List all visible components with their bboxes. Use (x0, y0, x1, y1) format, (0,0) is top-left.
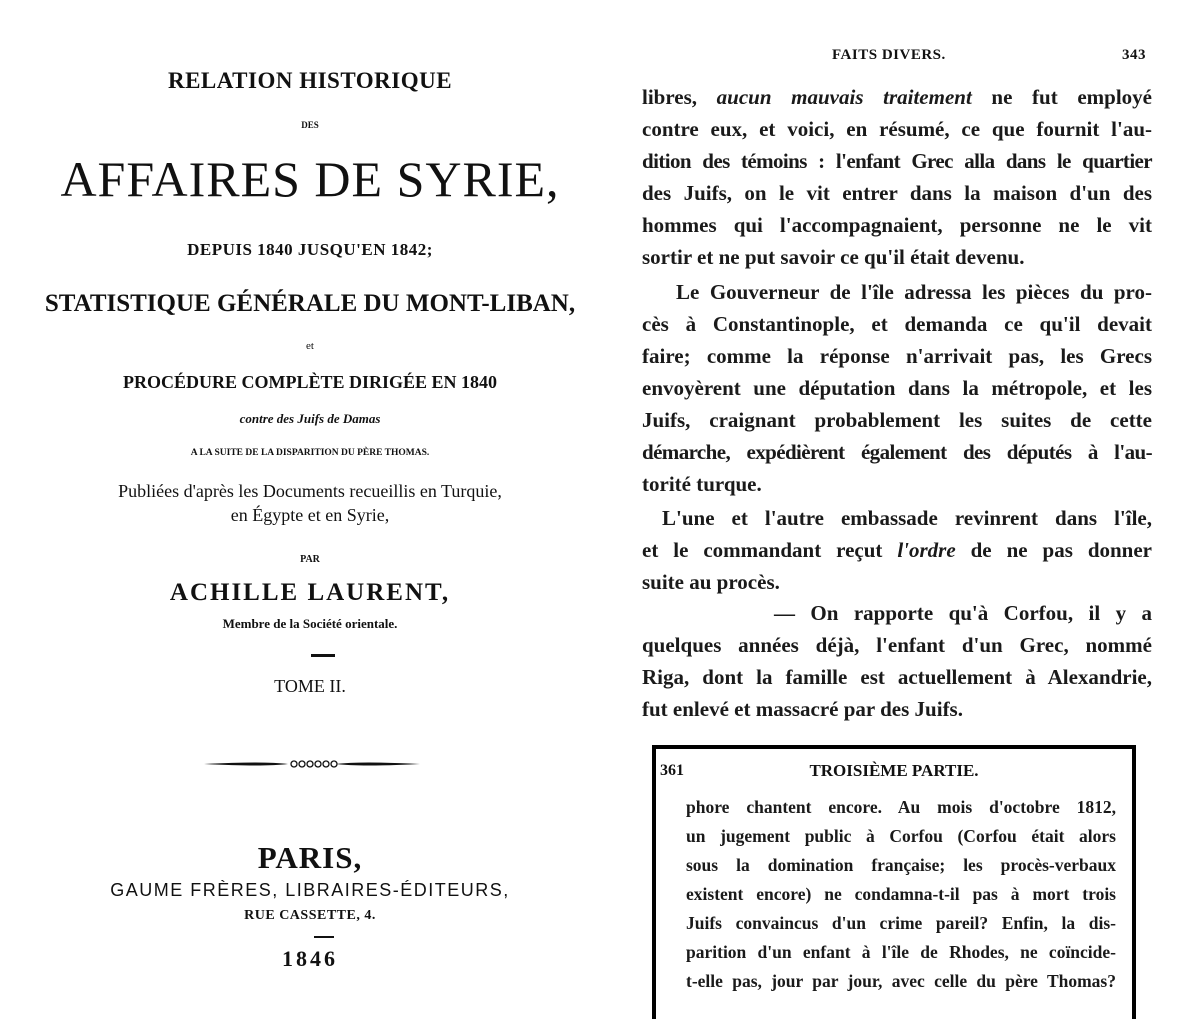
text-line: Riga, dont la famille est actuellement à Alexandrie, (642, 665, 1152, 689)
text-line: suite au procès. (642, 570, 780, 594)
text-line: Le Gouverneur de l'île adressa les pièces du pro- (676, 280, 1152, 304)
page-header-number: 343 (1122, 47, 1146, 63)
published-line-1: Publiées d'après les Documents recueillis en Turquie, (118, 481, 502, 501)
inset-line: phore chantent encore. Au mois d'octobre 1812, (686, 797, 1116, 817)
title-des: DES (301, 120, 319, 130)
main-title: AFFAIRES DE SYRIE, (60, 151, 560, 207)
text-line: dition des témoins : l'enfant Grec alla dans le quartier (642, 149, 1152, 173)
inset-excerpt (652, 745, 1136, 1019)
inset-line: t-elle pas, jour par jour, avec celle du père Thomas? (686, 971, 1116, 991)
author-name: ACHILLE LAURENT, (169, 579, 451, 606)
text-line: sortir et ne put savoir ce qu'il était devenu. (642, 245, 1025, 269)
text-line: — On rapporte qu'à Corfou, il y a (774, 601, 1152, 625)
title-par: PAR (300, 554, 320, 565)
title-divider-2 (314, 936, 334, 938)
publisher-address: RUE CASSETTE, 4. (244, 908, 376, 923)
inset-line: sous la domination française; les procès-verbaux (686, 855, 1116, 875)
text-line: et le commandant reçut l'ordre de ne pas donner (642, 538, 1152, 562)
tome-label: TOME II. (274, 676, 346, 696)
published-line-2: en Égypte et en Syrie, (230, 505, 390, 525)
text-line: contre eux, et voici, en résumé, ce que fournit l'au- (642, 117, 1152, 141)
text-line: L'une et l'autre embassade revinrent dans l'île, (662, 506, 1152, 530)
text-line: faire; comme la réponse n'arrivait pas, les Grecs (642, 344, 1152, 368)
inset-page-number: 361 (660, 762, 684, 779)
text-line: torité turque. (642, 472, 762, 496)
title-procedure: PROCÉDURE COMPLÈTE DIRIGÉE EN 1840 (122, 372, 498, 392)
inset-line: existent encore) ne condamna-t-il pas à mort trois (686, 884, 1116, 904)
inset-line: parition d'un enfant à l'île de Rhodes, ne coïncide- (686, 942, 1116, 962)
inset-line: un jugement public à Corfou (Corfou était alors (686, 826, 1116, 846)
text-line: des Juifs, on le vit entrer dans la maison d'un des (642, 181, 1152, 205)
publisher-name: GAUME FRÈRES, LIBRAIRES-ÉDITEURS, (110, 880, 510, 900)
page-header-title: FAITS DIVERS. (832, 47, 946, 63)
inset-header-title: TROISIÈME PARTIE. (809, 761, 979, 780)
ornament-divider (204, 757, 420, 771)
text-line: fut enlevé et massacré par des Juifs. (642, 697, 963, 721)
title-subtitle: STATISTIQUE GÉNÉRALE DU MONT-LIBAN, (44, 290, 576, 317)
title-et: et (306, 340, 314, 352)
publication-year: 1846 (282, 946, 338, 971)
text-line: hommes qui l'accompagnaient, personne ne le vit (642, 213, 1152, 237)
title-divider-1 (311, 654, 335, 657)
text-line: quelques années déjà, l'enfant d'un Grec, nommé (642, 633, 1152, 657)
text-line: envoyèrent une députation dans la métropole, et les (642, 376, 1152, 400)
title-line-relation: RELATION HISTORIQUE (167, 68, 453, 93)
text-line: cès à Constantinople, et demanda ce qu'il devait (642, 312, 1152, 336)
publisher-city: PARIS, (257, 840, 363, 875)
text-line: libres, aucun mauvais traitement ne fut employé (642, 85, 1152, 109)
title-dates: DEPUIS 1840 JUSQU'EN 1842; (187, 240, 433, 259)
title-suite: A LA SUITE DE LA DISPARITION DU PÈRE THOMAS. (190, 448, 430, 458)
inset-line: Juifs convaincus d'un crime pareil? Enfin, la dis- (686, 913, 1116, 933)
text-line: démarche, expédièrent également des députés à l'au- (642, 440, 1152, 464)
author-role: Membre de la Société orientale. (222, 616, 398, 631)
text-line: Juifs, craignant probablement les suites de cette (642, 408, 1152, 432)
title-contre: contre des Juifs de Damas (239, 411, 381, 426)
